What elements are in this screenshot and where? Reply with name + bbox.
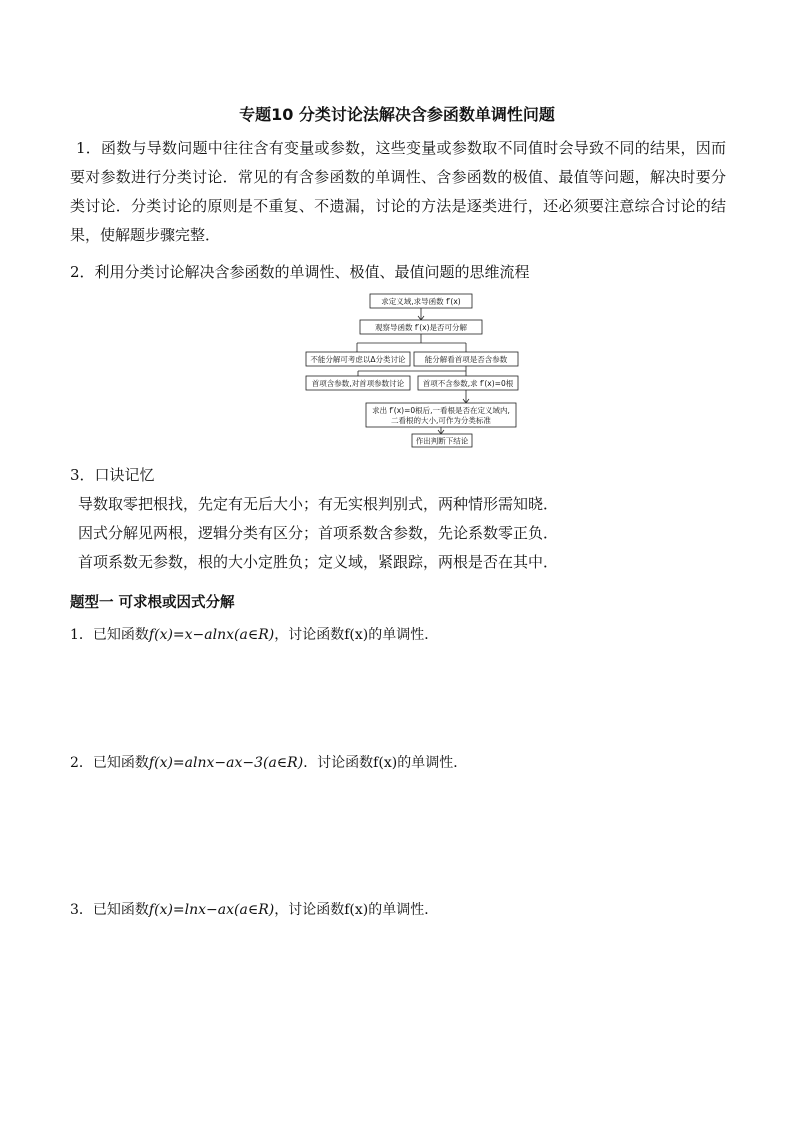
question-suffix: ，讨论函数f(x)的单调性． (274, 627, 439, 643)
page-title: 专题10 分类讨论法解决含参函数单调性问题 (239, 105, 555, 124)
question-prefix: 已知函数 (92, 902, 149, 918)
mnemonic-line-1: 导数取零把根找，先定有无后大小；有无实根判别式，两种情形需知晓． (78, 495, 559, 513)
section-heading: 题型一 可求根或因式分解 (70, 595, 235, 611)
flow-box-find-roots-text: 首项不含参数,求 f′(x)=0根 (422, 379, 514, 388)
question-number: 3． (70, 902, 93, 918)
question-prefix: 已知函数 (92, 755, 149, 771)
intro-paragraph: 1．函数与导数问题中往往含有变量或参数，这些变量或参数取不同值时会导致不同的结果，因而要对参数进行分类讨论．常见的有含参函数的单调性、含参函数的极值、最值等问题，解决时要分类讨论．分类讨论的原则是不重复、不遗漏，讨论的方法是逐类进行，还必须要注意综合讨论的结果，使解题步骤完整． (70, 139, 726, 244)
flow-box-leading-coef-text: 能分解看首项是否含参数 (424, 355, 508, 364)
flow-box-derivative-text: 求定义域,求导函数 f′(x) (381, 297, 461, 306)
intro-point-2: 2．利用分类讨论解决含参函数的单调性、极值、最值问题的思维流程 (70, 263, 530, 281)
question-suffix: ，讨论函数f(x)的单调性． (274, 902, 439, 918)
question-3 (70, 899, 438, 919)
question-number: 2． (70, 755, 93, 771)
question-number: 1． (70, 627, 93, 643)
question-1 (70, 624, 438, 644)
question-expression: f(x)=alnx−ax−3(a∈R) (148, 755, 304, 771)
flow-box-delta-text: 不能分解可考虑以Δ分类讨论 (310, 355, 406, 364)
flow-box-conclusion-text: 作出判断下结论 (415, 436, 469, 446)
question-suffix: ．讨论函数f(x)的单调性． (303, 755, 468, 771)
flow-box-factor-check-text: 观察导函数 f′(x)是否可分解 (374, 323, 468, 332)
question-2 (70, 752, 467, 772)
question-expression: f(x)=lnx−ax(a∈R) (148, 902, 275, 918)
question-prefix: 已知函数 (92, 627, 149, 643)
flow-box-param-discuss-text: 首项含参数,对首项参数讨论 (311, 379, 405, 388)
mnemonic-line-3: 首项系数无参数，根的大小定胜负；定义域，紧跟踪，两根是否在其中． (78, 553, 559, 571)
flow-box-root-classify-line2: 二看根的大小,可作为分类标准 (391, 416, 491, 425)
mnemonic-heading: 3．口诀记忆 (70, 466, 155, 484)
flow-box-root-classify-line1: 求出 f′(x)=0根后,一看根是否在定义域内, (372, 406, 510, 415)
mnemonic-line-2: 因式分解见两根，逻辑分类有区分；首项系数含参数，先论系数零正负． (78, 524, 559, 542)
question-expression: f(x)=x−alnx(a∈R) (148, 627, 275, 643)
